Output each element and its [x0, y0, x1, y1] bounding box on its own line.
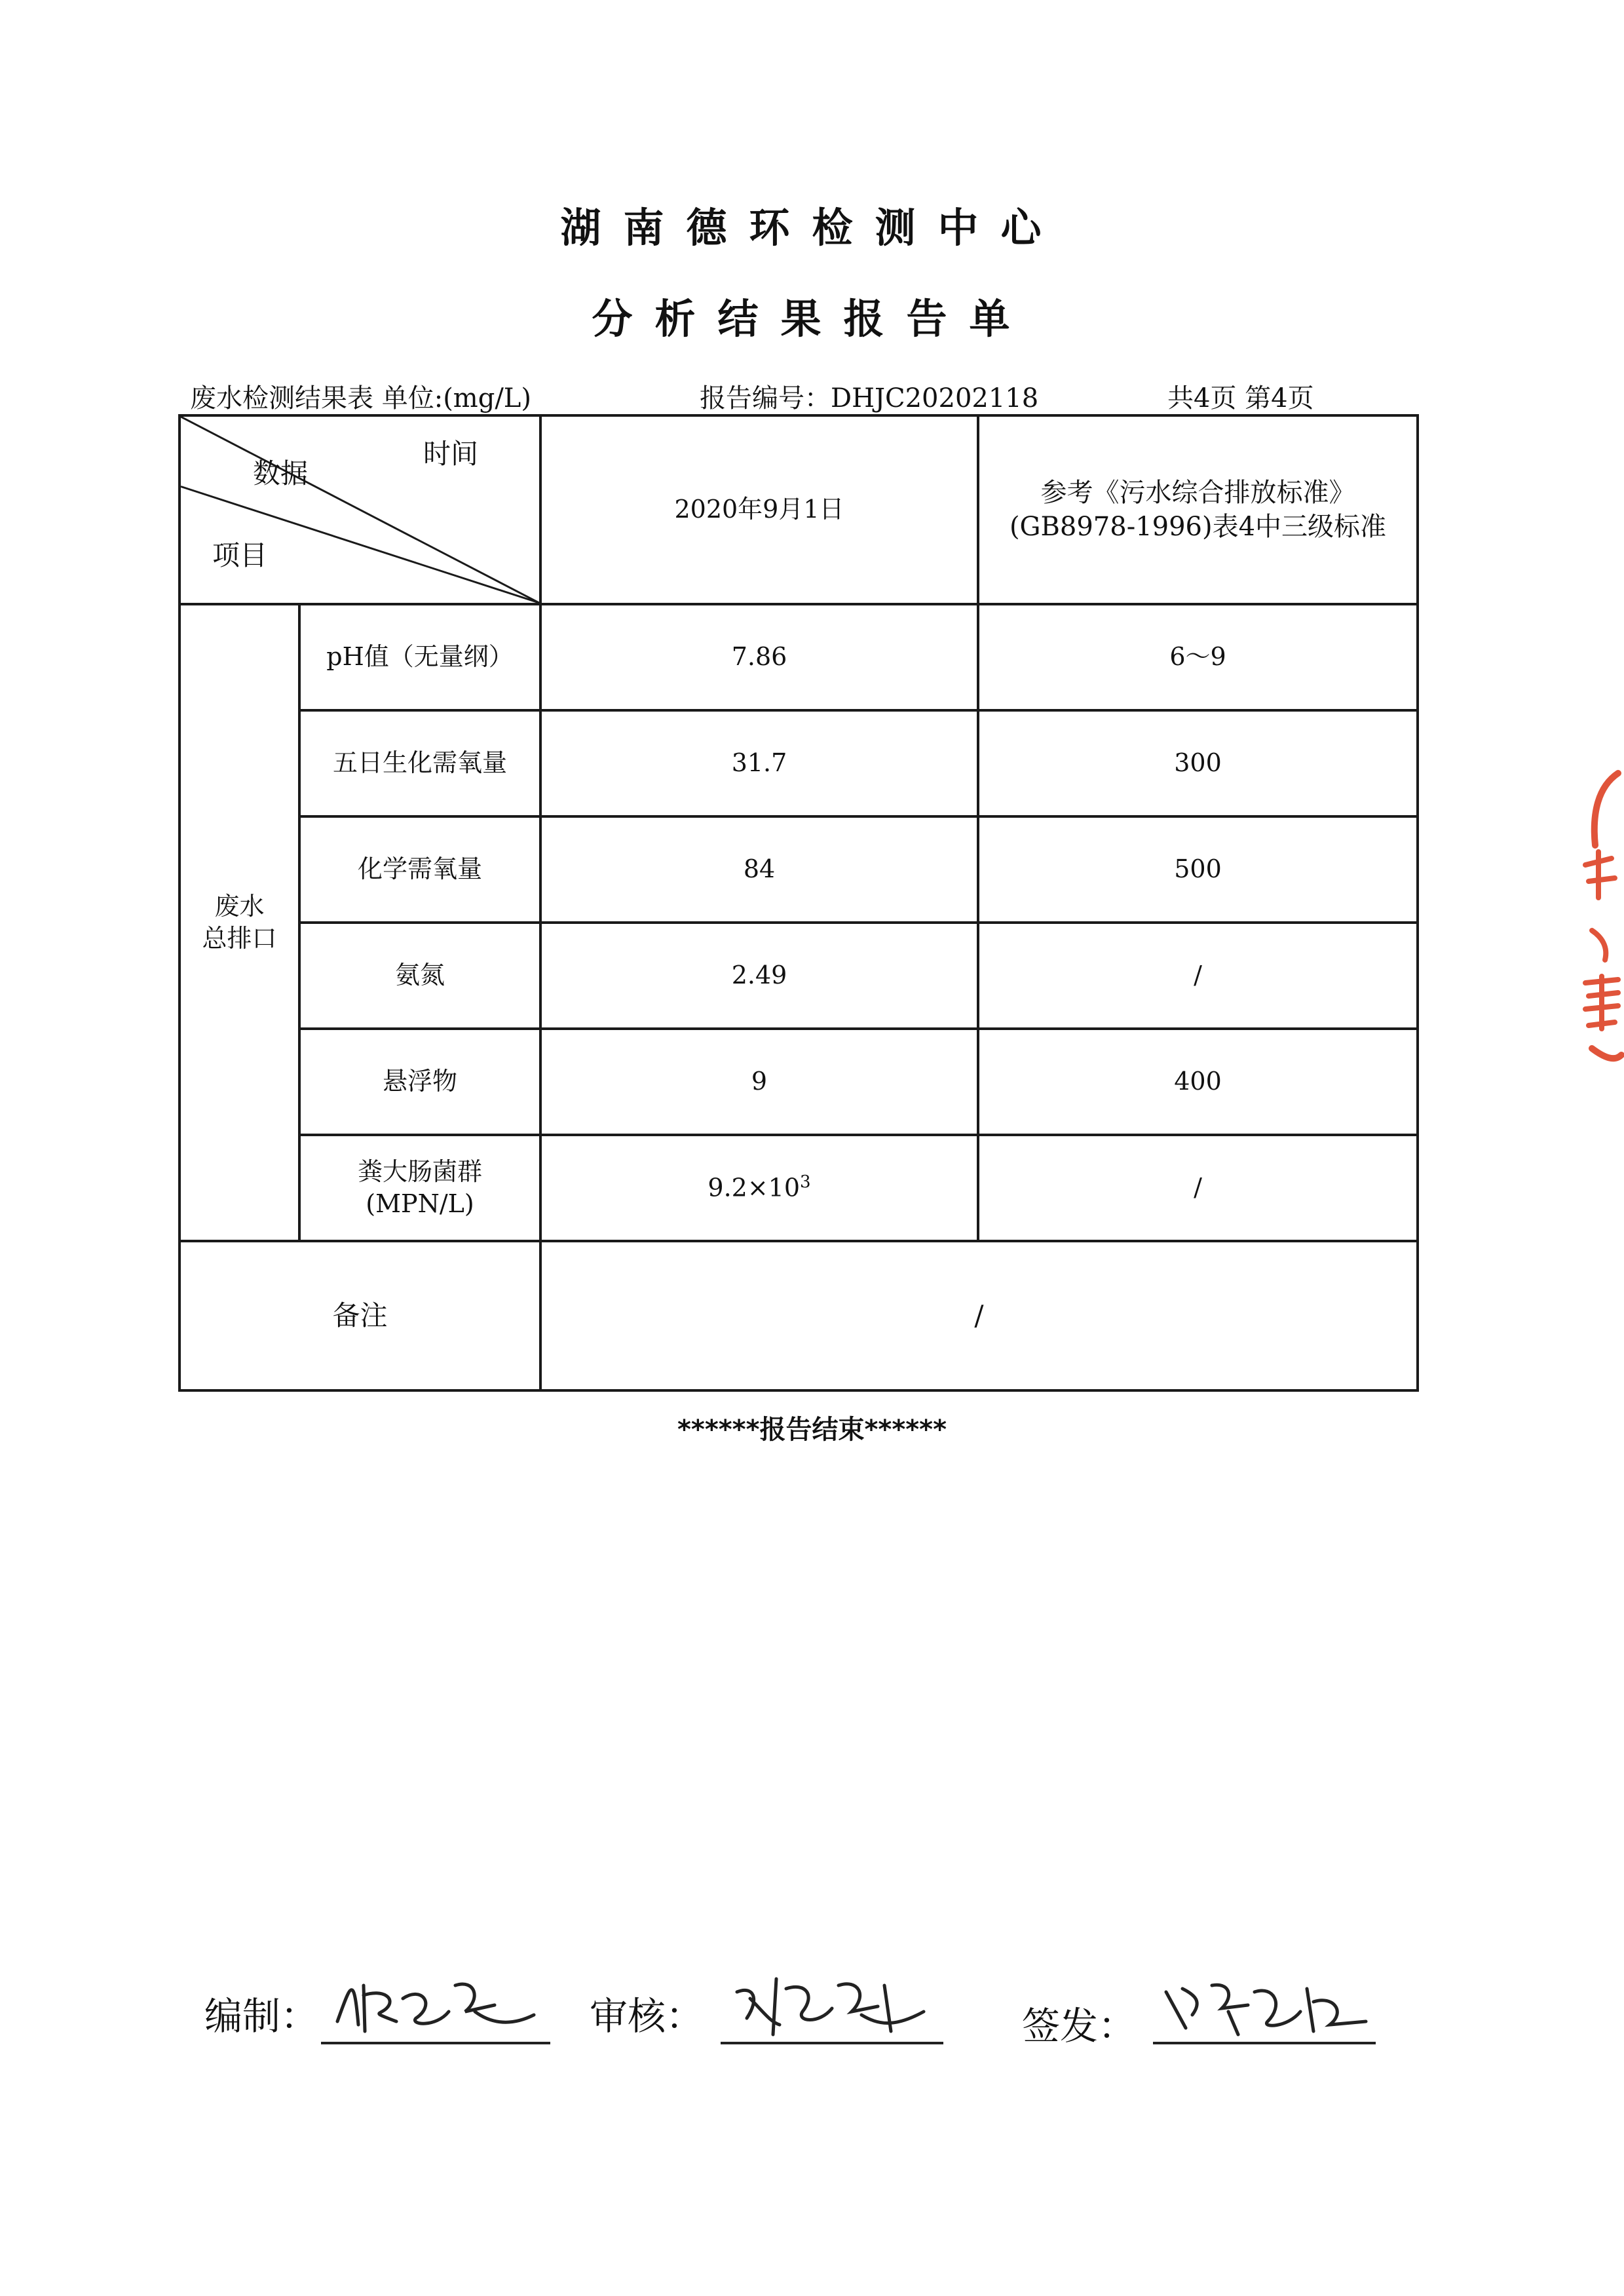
results-table — [178, 414, 1419, 1392]
doc-title: 分析结果报告单 — [592, 295, 1032, 343]
item-value: 9 — [540, 1029, 978, 1135]
item-name: 化学需氧量 — [299, 816, 540, 923]
item-standard: 500 — [978, 816, 1418, 923]
table-row — [179, 816, 1418, 923]
item-name: 氨氮 — [299, 923, 540, 1029]
item-value: 84 — [540, 816, 978, 923]
report-number: 报告编号：DHJC20202118 — [700, 383, 1039, 413]
item-name: 粪大肠菌群 (MPN/L) — [299, 1135, 540, 1241]
table-row — [179, 1029, 1418, 1135]
item-standard: / — [978, 1135, 1418, 1241]
header-date: 2020年9月1日 — [540, 415, 978, 604]
item-standard: 300 — [978, 710, 1418, 816]
table-row — [179, 923, 1418, 1029]
review-label: 审核： — [590, 1994, 704, 2038]
issue-label: 签发： — [1022, 2004, 1137, 2048]
header-corner-cell — [179, 415, 540, 604]
diagonal-lines — [181, 417, 539, 603]
org-name: 湖南德环检测中心 — [560, 204, 1064, 252]
review-signature — [727, 1959, 943, 2044]
item-value: 31.7 — [540, 710, 978, 816]
corner-label-item: 项目 — [212, 539, 268, 571]
header-standard: 参考《污水综合排放标准》(GB8978-1996)表4中三级标准 — [978, 415, 1418, 604]
compile-signature — [324, 1959, 547, 2044]
item-standard: 400 — [978, 1029, 1418, 1135]
remarks-row — [179, 1241, 1418, 1390]
item-value-cell — [540, 1135, 978, 1241]
issue-signature — [1156, 1966, 1379, 2044]
remarks-value: / — [540, 1241, 1418, 1390]
compile-label: 编制： — [204, 1994, 319, 2038]
item-name: 悬浮物 — [299, 1029, 540, 1135]
table-row — [179, 1135, 1418, 1241]
table-row — [179, 710, 1418, 816]
item-standard: / — [978, 923, 1418, 1029]
item-standard: 6～9 — [978, 604, 1418, 710]
official-stamp-fragment — [1572, 767, 1624, 1068]
corner-label-time: 时间 — [423, 438, 479, 470]
item-value: 7.86 — [540, 604, 978, 710]
item-name: pH值（无量纲） — [299, 604, 540, 710]
stamp-icon — [1572, 767, 1624, 1068]
table-header-row — [179, 415, 1418, 604]
item-value-exponent: 3 — [800, 1172, 811, 1192]
report-end-marker: ******报告结束****** — [677, 1415, 947, 1445]
remarks-label: 备注 — [179, 1241, 540, 1390]
item-value: 9.2×10 — [708, 1173, 801, 1202]
item-name: 五日生化需氧量 — [299, 710, 540, 816]
corner-label-data: 数据 — [253, 457, 309, 489]
item-value: 2.49 — [540, 923, 978, 1029]
table-row — [179, 604, 1418, 710]
page-info: 共4页 第4页 — [1167, 383, 1314, 413]
table-caption: 废水检测结果表 单位:(mg/L) — [190, 383, 531, 413]
group-label: 废水 总排口 — [179, 604, 299, 1241]
